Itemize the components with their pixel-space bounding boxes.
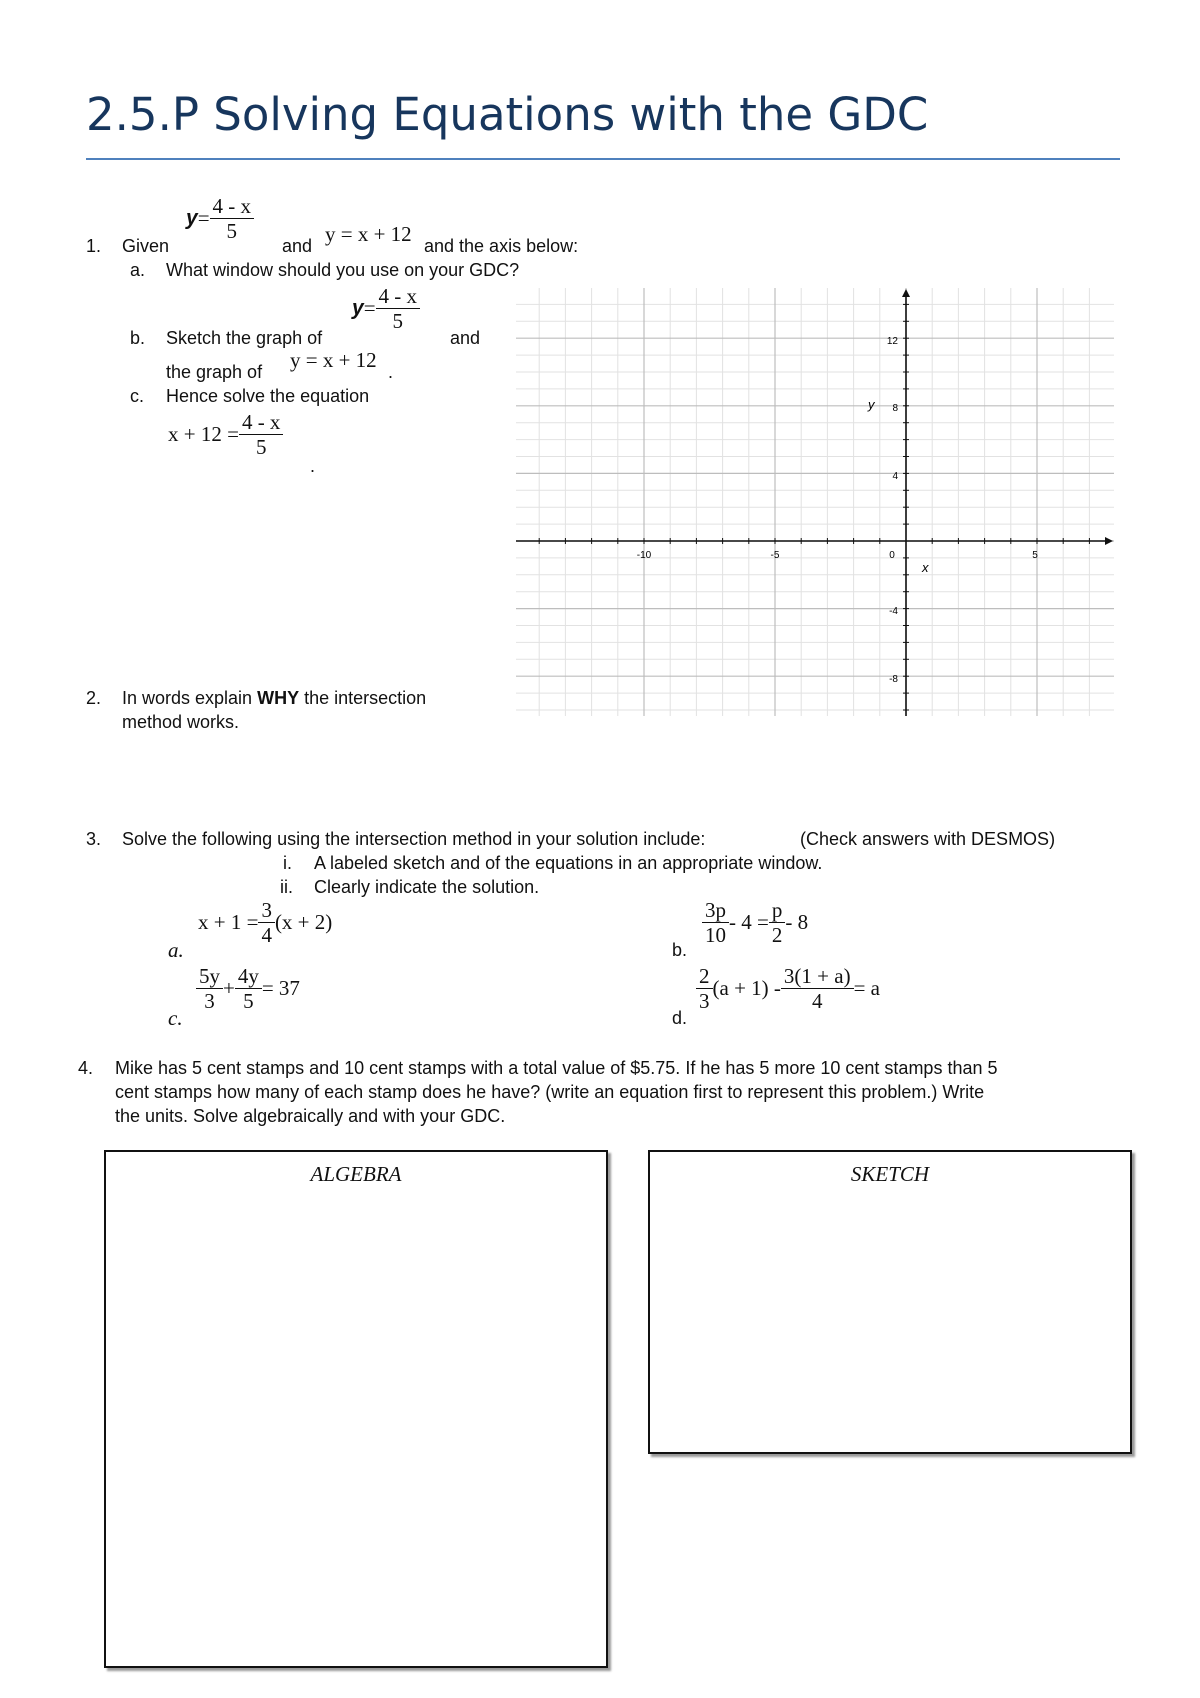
q1c-label: c. [130,386,145,406]
x-tick-label-5: 5 [1032,550,1038,561]
eq1-numerator: 4 - x [210,194,255,219]
grid-minor-lines [516,288,1114,716]
algebra-box[interactable] [104,1150,608,1668]
eq1b-equals: = [363,296,376,320]
q3b-den1: 10 [705,923,726,947]
q3d-num2: 3(1 + a) [781,964,854,989]
q3d-num1: 2 [696,964,713,989]
y-tick-label-neg4: -4 [889,606,898,617]
q3a-rhs: (x + 2) [274,910,333,934]
q1b-and: and [450,328,481,348]
q3c-label: c. [168,1006,183,1030]
q3a-num: 3 [258,898,275,923]
q2-text-line2: method works. [122,712,240,732]
q1b-label: b. [130,328,146,348]
q3b-end: - 8 [785,910,809,934]
q3-ii-text: Clearly indicate the solution. [314,877,540,897]
grid-major-lines [516,288,1114,716]
q3-i-text: A labeled sketch and of the equations in an appropriate window. [314,853,823,873]
q1c-numerator: 4 - x [239,410,284,435]
q1c-denominator: 5 [255,435,267,459]
q1-and: and [282,236,313,256]
algebra-box-label: ALGEBRA [310,1162,402,1186]
q1-eq1 [186,194,254,243]
q1c-lhs: x + 12 = [168,422,239,446]
q3d-mid: (a + 1) - [712,976,781,1000]
eq1-denominator: 5 [226,219,238,243]
eq1b-denominator: 5 [392,309,404,333]
q1b-text2: the graph of [166,362,263,382]
q3b-equation [702,898,808,947]
q1a-text: What window should you use on your GDC? [166,260,520,280]
q3a-den: 4 [261,923,272,947]
q3b-num1: 3p [702,898,729,923]
x-axis-label: x [922,560,929,575]
q3d-equation [696,964,880,1013]
eq1b-lhs: y [352,296,364,320]
q1-eq2: y = x + 12 [325,222,412,246]
q4-number: 4. [78,1058,94,1078]
q1-tail: and the axis below: [424,236,579,256]
q4-line3: the units. Solve algebraically and with your GDC. [115,1106,506,1126]
q3d-den1: 3 [699,989,710,1013]
q4-line2: cent stamps how many of each stamp does he have? (write an equation first to represent this problem.) Write [115,1082,985,1102]
axes [516,289,1113,716]
x-axis-arrow [1105,537,1113,545]
sketch-box[interactable] [648,1150,1132,1454]
y-axis-arrow [902,289,910,297]
q2-text-bold: WHY [257,688,300,708]
q3c-num2: 4y [235,964,262,989]
q1a-label: a. [130,260,146,280]
q3-ii-label: ii. [280,877,293,897]
q1b-eq2: y = x + 12 [290,348,377,372]
y-tick-label-4: 4 [892,471,898,482]
q1c-text: Hence solve the equation [166,386,370,406]
q1c-dot: . [310,456,316,476]
q2-text-pre: In words explain [122,688,258,708]
q3-text: Solve the following using the intersection method in your solution include: [122,829,706,849]
q3-number: 3. [86,829,102,849]
q3b-num2: p [769,898,786,923]
q3c-end: = 37 [261,976,300,1000]
q3b-den2: 2 [771,923,783,947]
q3c-plus: + [223,976,235,1000]
coordinate-grid [516,288,1114,716]
eq1-lhs: y [186,206,198,230]
q3d-label: d. [672,1008,688,1028]
q2-text-post: the intersection [299,688,427,708]
y-tick-label-12: 12 [886,336,898,347]
q2-number: 2. [86,688,102,708]
eq1b-numerator: 4 - x [376,284,421,309]
q1c-equation [168,410,283,459]
y-axis-label: y [868,397,875,412]
q3a-label: a. [168,938,184,962]
q1-number: 1. [86,236,102,256]
q3a-lhs: x + 1 = [198,910,259,934]
q3c-equation [196,964,300,1013]
q3b-label: b. [672,940,688,960]
q1b-text1: Sketch the graph of [166,328,323,348]
q3c-den2: 5 [243,989,254,1013]
x-tick-label-neg10: -10 [636,550,652,561]
q3-i-label: i. [283,853,292,873]
q1b-dot: . [388,362,394,382]
q4-line1: Mike has 5 cent stamps and 10 cent stamps with a total value of $5.75. If he has 5 more 10 cent stamps than 5 [115,1058,998,1078]
q3a-equation [198,898,332,947]
y-tick-label-8: 8 [892,403,898,414]
q3-check: (Check answers with DESMOS) [800,829,1056,849]
q3d-end: = a [853,976,880,1000]
q3c-den1: 3 [204,989,215,1013]
q3c-num1: 5y [196,964,223,989]
q1b-eq1 [352,284,420,333]
q1-given: Given [122,236,170,256]
q3d-den2: 4 [811,989,823,1013]
q3b-mid: - 4 = [729,910,769,934]
x-tick-label-neg5: -5 [770,550,780,561]
y-tick-label-neg8: -8 [889,674,898,685]
q2-text [122,688,426,709]
sketch-box-label: SKETCH [850,1162,930,1186]
page-title: 2.5.P Solving Equations with the GDC [86,88,929,141]
title-underline [86,158,1120,160]
x-tick-label-0: 0 [889,550,895,561]
eq1-equals: = [197,206,210,230]
